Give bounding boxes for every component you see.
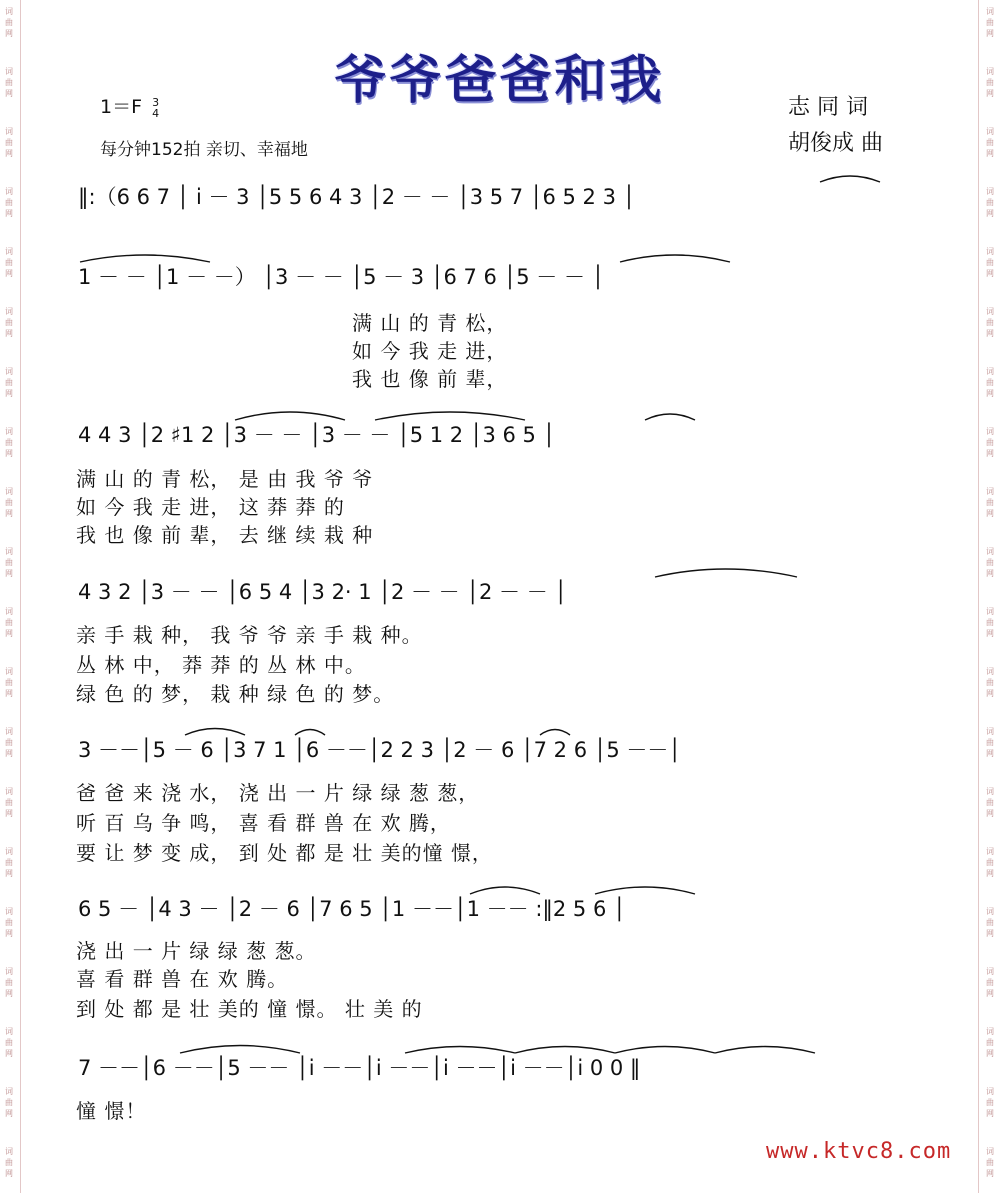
slur-mark: [655, 569, 797, 577]
slur-mark: [595, 887, 695, 894]
watermark-stamp: 词 曲 网: [5, 907, 13, 938]
watermark-stamp: 词 曲 网: [5, 427, 13, 458]
slur-mark: [375, 412, 525, 420]
time-signature-bottom: 4: [152, 106, 160, 120]
watermark-stamp: 词 曲 网: [986, 487, 994, 518]
watermark-stamp: 词 曲 网: [5, 1087, 13, 1118]
watermark-stamp: 词 曲 网: [5, 1147, 13, 1178]
slur-mark: [235, 412, 345, 420]
watermark-stamp: 词 曲 网: [5, 487, 13, 518]
watermark-stamp: 词 曲 网: [986, 7, 994, 38]
watermark-stamp: 词 曲 网: [5, 847, 13, 878]
lyric-text: 亲 手 栽 种， 我 爷 爷 亲 手 栽 种。: [76, 623, 423, 647]
lyric-text: 满 山 的 青 松， 是 由 我 爷 爷: [76, 467, 374, 491]
slur-mark: [180, 1046, 300, 1054]
watermark-stamp: 词 曲 网: [5, 547, 13, 578]
lyric-text: 如 今 我 走 进， 这 莽 莽 的: [76, 495, 345, 519]
slur-mark: [620, 255, 730, 262]
slur-mark: [515, 1047, 615, 1054]
notation-text: 7 －－│6 －－│5 －－ │i －－│i －－│i －－│i －－│i 0 0 ‖: [78, 1056, 641, 1080]
lyric-text: 听 百 乌 争 鸣， 喜 看 群 兽 在 欢 腾，: [76, 811, 451, 835]
watermark-stamp: 词 曲 网: [986, 367, 994, 398]
watermark-stamp: 词 曲 网: [986, 667, 994, 698]
slur-mark: [185, 729, 245, 736]
lyric-text: 喜 看 群 兽 在 欢 腾。: [76, 967, 289, 991]
notation-text: 4 4 3 │2 ♯1 2 │3 － － │3 － － │5 1 2 │3 6 5 │: [78, 423, 556, 447]
slur-mark: [820, 176, 880, 182]
composer-credit: 胡俊成 曲: [788, 131, 883, 156]
lyric-text: 满 山 的 青 松，: [352, 311, 508, 335]
watermark-stamp: 词 曲 网: [986, 547, 994, 578]
lyric-text: 憧 憬！: [76, 1099, 147, 1123]
lyricist-credit: 志 同 词: [788, 95, 868, 120]
watermark-stamp: 词 曲 网: [986, 427, 994, 458]
watermark-stamp: 词 曲 网: [5, 967, 13, 998]
key-label: 1＝F: [100, 96, 143, 118]
watermark-stamp: 词 曲 网: [5, 1027, 13, 1058]
lyric-text: 浇 出 一 片 绿 绿 葱 葱。: [76, 939, 317, 963]
watermark-stamp: 词 曲 网: [5, 787, 13, 818]
tempo-marking: 每分钟152拍 亲切、幸福地: [100, 140, 308, 160]
watermark-stamp: 词 曲 网: [986, 307, 994, 338]
watermark-stamp: 词 曲 网: [986, 967, 994, 998]
watermark-stamp: 词 曲 网: [986, 847, 994, 878]
watermark-stamp: 词 曲 网: [5, 67, 13, 98]
watermark-stamp: 词 曲 网: [5, 247, 13, 278]
time-signature-top: 3: [152, 95, 160, 109]
watermark-stamp: 词 曲 网: [5, 187, 13, 218]
slur-mark: [405, 1047, 515, 1054]
slur-mark: [540, 730, 570, 736]
watermark-stamp: 词 曲 网: [986, 787, 994, 818]
notation-text: 3 －－│5 － 6 │3 7 1 │6 －－│2 2 3 │2 － 6 │7 2 6 │5 －－│: [78, 738, 682, 762]
watermark-stamp: 词 曲 网: [5, 727, 13, 758]
lyric-text: 要 让 梦 变 成， 到 处 都 是 壮 美的憧 憬，: [76, 841, 493, 865]
watermark-stamp: 词 曲 网: [5, 127, 13, 158]
watermark-stamp: 词 曲 网: [5, 307, 13, 338]
lyric-text: 绿 色 的 梦， 栽 种 绿 色 的 梦。: [76, 682, 395, 706]
slur-mark: [715, 1047, 815, 1054]
notation-text: 4 3 2 │3 － － │6 5 4 │3 2· 1 │2 － － │2 － － │: [78, 580, 568, 604]
watermark-stamp: 词 曲 网: [986, 727, 994, 758]
watermark-stamp: 词 曲 网: [5, 7, 13, 38]
watermark-stamp: 词 曲 网: [986, 607, 994, 638]
slur-mark: [645, 414, 695, 420]
lyric-text: 我 也 像 前 辈， 去 继 续 栽 种: [76, 523, 374, 547]
watermark-stamp: 词 曲 网: [986, 247, 994, 278]
notation-text: 1 － － │1 － －） │3 － － │5 － 3 │6 7 6 │5 － － │: [78, 265, 605, 289]
slur-mark: [295, 730, 325, 736]
lyric-text: 如 今 我 走 进，: [352, 339, 508, 363]
watermark-stamp: 词 曲 网: [5, 607, 13, 638]
slur-mark: [615, 1047, 715, 1054]
watermark-stamp: 词 曲 网: [986, 907, 994, 938]
lyric-text: 我 也 像 前 辈，: [352, 367, 508, 391]
slur-mark: [80, 255, 210, 262]
lyric-text: 到 处 都 是 壮 美的 憧 憬。 壮 美 的: [76, 997, 423, 1021]
watermark-stamp: 词 曲 网: [986, 187, 994, 218]
watermark-stamp: 词 曲 网: [5, 367, 13, 398]
watermark-stamp: 词 曲 网: [986, 1147, 994, 1178]
notation-text: 6 5 － │4 3 － │2 － 6 │7 6 5 │1 －－│1 －－ :‖2 5 6 │: [78, 897, 626, 921]
watermark-stamp: 词 曲 网: [986, 67, 994, 98]
lyric-text: 爸 爸 来 浇 水， 浇 出 一 片 绿 绿 葱 葱，: [76, 781, 480, 805]
site-watermark: www.ktvc8.com: [766, 1139, 952, 1164]
notation-text: ‖:（6 6 7 │ i － 3 │5 5 6 4 3 │2 － － │3 5 7 │6 5 2 3 │: [78, 185, 636, 209]
watermark-stamp: 词 曲 网: [986, 1087, 994, 1118]
song-title: 爷爷爸爸和我: [334, 51, 665, 111]
lyric-text: 丛 林 中， 莽 莽 的 丛 林 中。: [76, 653, 366, 677]
watermark-stamp: 词 曲 网: [5, 667, 13, 698]
watermark-stamp: 词 曲 网: [986, 127, 994, 158]
watermark-stamp: 词 曲 网: [986, 1027, 994, 1058]
slur-mark: [470, 887, 540, 894]
